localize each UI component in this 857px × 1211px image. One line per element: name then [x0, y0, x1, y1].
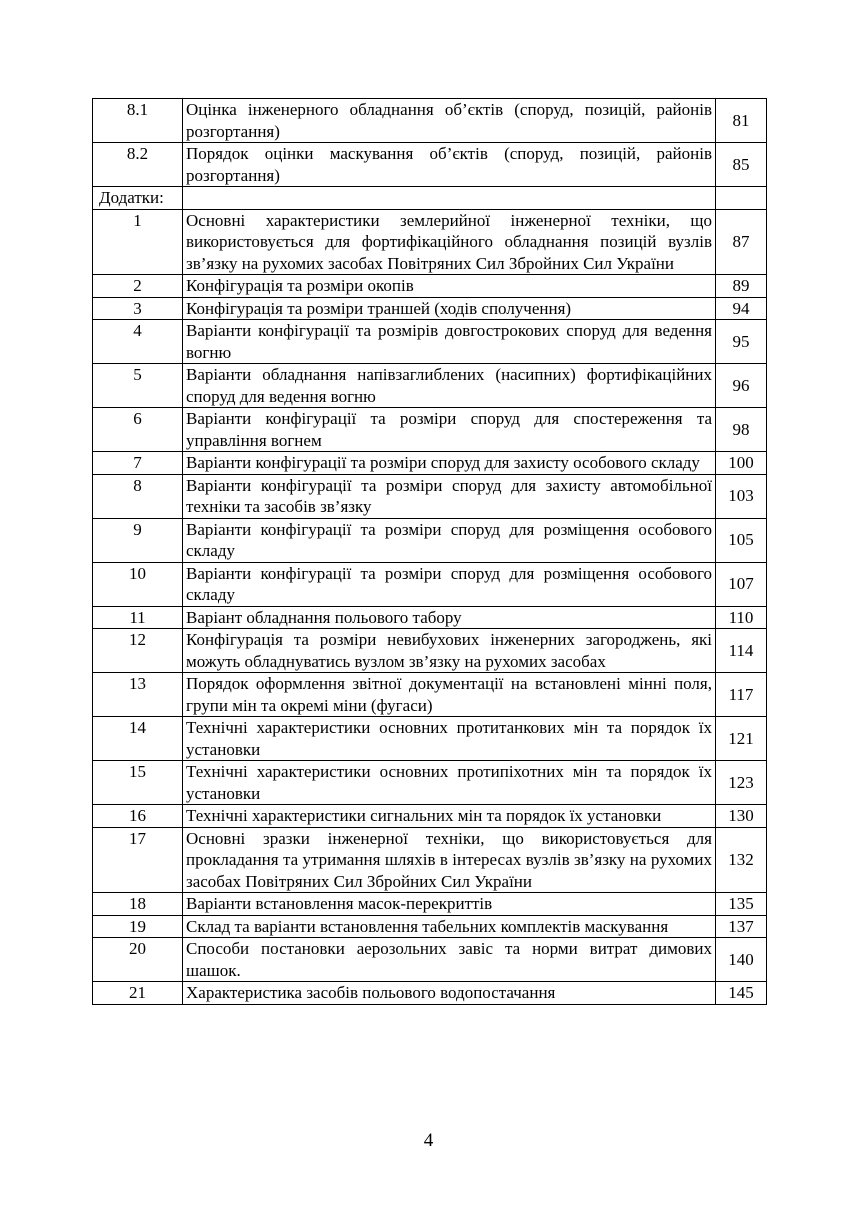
appendix-row-page: 100 — [716, 452, 767, 475]
toc-row — [93, 143, 767, 187]
appendix-row — [93, 717, 767, 761]
appendix-row-number: 17 — [93, 827, 183, 893]
appendix-row-number: 11 — [93, 606, 183, 629]
appendix-row-title: Способи постановки аерозольних завіс та норми витрат димових шашок. — [183, 938, 716, 982]
toc-row-page: 81 — [716, 99, 767, 143]
appendix-row-number: 18 — [93, 893, 183, 916]
appendix-row — [93, 297, 767, 320]
appendix-row-title: Технічні характеристики основних протитанкових мін та порядок їх установки — [183, 717, 716, 761]
appendix-row — [93, 982, 767, 1005]
toc-row — [93, 99, 767, 143]
appendix-row-number: 2 — [93, 275, 183, 298]
appendix-row-page: 105 — [716, 518, 767, 562]
appendix-row-title: Основні зразки інженерної техніки, що використовується для прокладання та утримання шляхів в інтересах вузлів зв’язку на рухомих засобах Повітряних Сил Збройних Сил України — [183, 827, 716, 893]
appendix-row — [93, 452, 767, 475]
appendix-row — [93, 805, 767, 828]
appendix-row-title: Варіант обладнання польового табору — [183, 606, 716, 629]
empty-cell — [183, 187, 716, 210]
appendix-row-number: 7 — [93, 452, 183, 475]
appendix-row-title: Варіанти конфігурації та розміри споруд для спостереження та управління вогнем — [183, 408, 716, 452]
appendix-row-page: 117 — [716, 673, 767, 717]
appendix-row — [93, 761, 767, 805]
appendix-row-title: Порядок оформлення звітної документації на встановлені мінні поля, групи мін та окремі міни (фугаси) — [183, 673, 716, 717]
appendix-row — [93, 209, 767, 275]
toc-row-number: 8.2 — [93, 143, 183, 187]
appendix-row-title: Технічні характеристики основних протипіхотних мін та порядок їх установки — [183, 761, 716, 805]
appendix-row — [93, 938, 767, 982]
appendix-row-number: 20 — [93, 938, 183, 982]
appendix-row-page: 89 — [716, 275, 767, 298]
appendix-row-number: 19 — [93, 915, 183, 938]
toc-row-title: Оцінка інженерного обладнання об’єктів (споруд, позицій, районів розгортання) — [183, 99, 716, 143]
appendix-row-title: Варіанти конфігурації та розмірів довгострокових споруд для ведення вогню — [183, 320, 716, 364]
appendix-row-number: 10 — [93, 562, 183, 606]
empty-cell — [716, 187, 767, 210]
appendix-row-page: 137 — [716, 915, 767, 938]
appendix-row-number: 9 — [93, 518, 183, 562]
appendix-row-number: 4 — [93, 320, 183, 364]
appendix-row — [93, 408, 767, 452]
appendix-row-number: 14 — [93, 717, 183, 761]
appendix-row-number: 8 — [93, 474, 183, 518]
appendix-row-number: 3 — [93, 297, 183, 320]
appendix-row-title: Варіанти конфігурації та розміри споруд для розміщення особового складу — [183, 562, 716, 606]
appendix-row-page: 96 — [716, 364, 767, 408]
appendix-row — [93, 673, 767, 717]
appendix-row-title: Варіанти обладнання напівзаглиблених (насипних) фортифікаційних споруд для ведення вогню — [183, 364, 716, 408]
appendix-header-row — [93, 187, 767, 210]
appendix-row-page: 121 — [716, 717, 767, 761]
appendix-row-page: 87 — [716, 209, 767, 275]
appendix-row — [93, 629, 767, 673]
appendix-row-page: 135 — [716, 893, 767, 916]
toc-row-number: 8.1 — [93, 99, 183, 143]
appendix-row-number: 12 — [93, 629, 183, 673]
appendix-row — [93, 606, 767, 629]
appendix-row-title: Характеристика засобів польового водопостачання — [183, 982, 716, 1005]
appendix-row-page: 130 — [716, 805, 767, 828]
appendix-row — [93, 893, 767, 916]
appendix-row — [93, 518, 767, 562]
appendix-row-title: Склад та варіанти встановлення табельних комплектів маскування — [183, 915, 716, 938]
appendix-row — [93, 474, 767, 518]
appendix-row-number: 5 — [93, 364, 183, 408]
appendix-row — [93, 320, 767, 364]
appendix-row-title: Варіанти конфігурації та розміри споруд для захисту особового складу — [183, 452, 716, 475]
appendix-row-page: 123 — [716, 761, 767, 805]
appendix-row-page: 110 — [716, 606, 767, 629]
appendix-row-page: 132 — [716, 827, 767, 893]
appendix-row-number: 16 — [93, 805, 183, 828]
appendix-row-title: Варіанти конфігурації та розміри споруд для розміщення особового складу — [183, 518, 716, 562]
appendix-row-page: 114 — [716, 629, 767, 673]
appendix-row-title: Конфігурація та розміри траншей (ходів сполучення) — [183, 297, 716, 320]
appendix-row — [93, 827, 767, 893]
appendix-row-title: Основні характеристики землерийної інженерної техніки, що використовується для фортифікаційного обладнання позицій вузлів зв’язку на рухомих засобах Повітряних Сил Збройних Сил України — [183, 209, 716, 275]
appendix-row-title: Конфігурація та розміри окопів — [183, 275, 716, 298]
appendix-row-number: 15 — [93, 761, 183, 805]
appendix-row-number: 21 — [93, 982, 183, 1005]
appendix-row-number: 1 — [93, 209, 183, 275]
appendix-row-page: 103 — [716, 474, 767, 518]
appendix-row-page: 145 — [716, 982, 767, 1005]
appendix-row-title: Технічні характеристики сигнальних мін та порядок їх установки — [183, 805, 716, 828]
appendix-row — [93, 562, 767, 606]
appendix-row — [93, 275, 767, 298]
appendix-row — [93, 364, 767, 408]
appendix-row-page: 98 — [716, 408, 767, 452]
appendix-row — [93, 915, 767, 938]
appendix-row-page: 94 — [716, 297, 767, 320]
page-number: 4 — [423, 1130, 434, 1151]
appendix-row-page: 95 — [716, 320, 767, 364]
appendix-row-page: 107 — [716, 562, 767, 606]
appendix-row-number: 13 — [93, 673, 183, 717]
appendix-row-title: Варіанти встановлення масок-перекриттів — [183, 893, 716, 916]
appendix-row-number: 6 — [93, 408, 183, 452]
toc-row-page: 85 — [716, 143, 767, 187]
appendix-label: Додатки: — [93, 187, 183, 210]
appendix-row-page: 140 — [716, 938, 767, 982]
appendix-row-title: Конфігурація та розміри невибухових інженерних загороджень, які можуть обладнуватись вузлом зв’язку на рухомих засобах — [183, 629, 716, 673]
appendix-row-title: Варіанти конфігурації та розміри споруд для захисту автомобільної техніки та засобів зв’язку — [183, 474, 716, 518]
table-of-contents — [92, 98, 767, 1005]
toc-row-title: Порядок оцінки маскування об’єктів (споруд, позицій, районів розгортання) — [183, 143, 716, 187]
